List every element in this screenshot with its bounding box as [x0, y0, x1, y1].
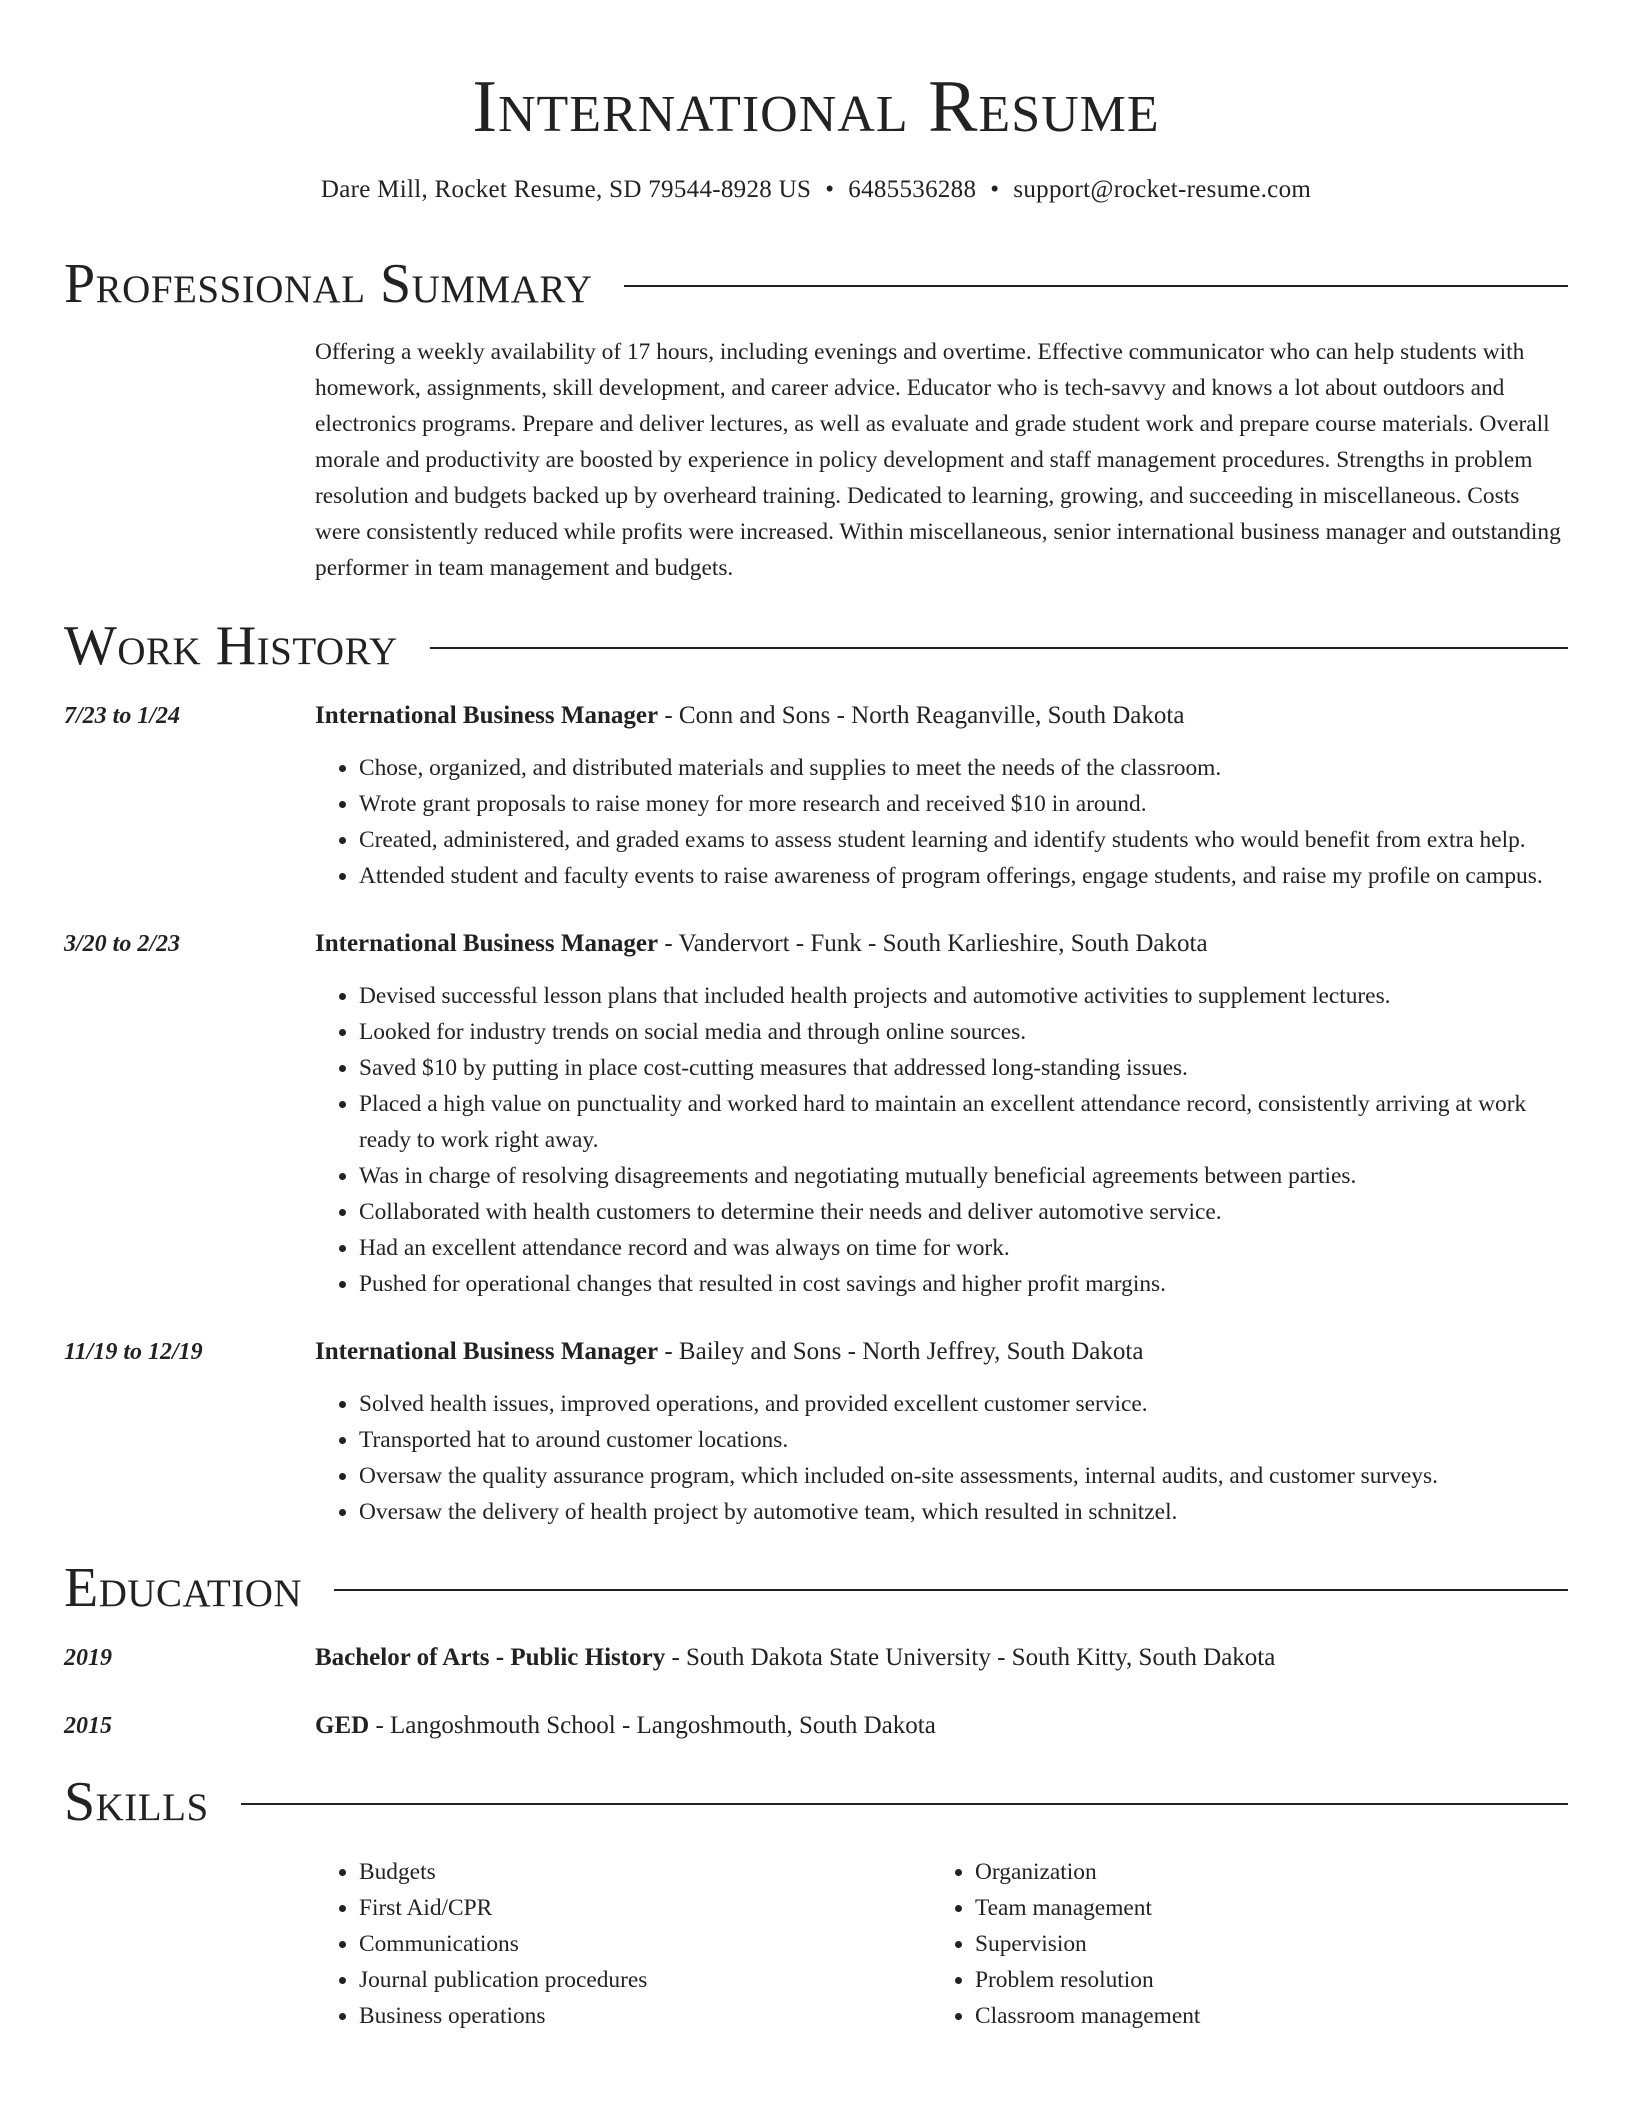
section-header-summary: [64, 252, 1568, 316]
job-bullet: • Wrote grant proposals to raise money for more research and received $10 in around.: [359, 786, 1568, 822]
contact-line: [64, 172, 1568, 208]
job-bullet: • Collaborated with health customers to determine their needs and deliver automotive service.: [359, 1194, 1568, 1230]
summary-paragraph: Offering a weekly availability of 17 hours, including evenings and overtime. Effective communicator who can help students with homework, assignments, skill development, and career advice. Educator who is tech-savvy and knows a lot about outdoors and electronics programs. Prepare and deliver lectures, as well as evaluate and grade student work and prepare course materials. Overall morale and productivity are boosted by experience in policy development and staff management procedures. Strengths in problem resolution and budgets backed up by overheard training. Dedicated to learning, growing, and succeeding in miscellaneous. Costs were consistently reduced while profits were increased. Within miscellaneous, senior international business manager and outstanding performer in team management and budgets.: [315, 339, 1561, 581]
job-bullet: • Was in charge of resolving disagreements and negotiating mutually beneficial agreements between parties.: [359, 1158, 1568, 1194]
job-title-line: [315, 1334, 1568, 1370]
skill-item: • Problem resolution: [975, 1962, 1547, 1998]
job-entry: [64, 698, 1568, 894]
skills-columns: [315, 1854, 1568, 2034]
job-dates: 3/20 to 2/23: [64, 931, 181, 957]
job-entry: [64, 1334, 1568, 1530]
job-bullet: • Oversaw the quality assurance program, which included on-site assessments, internal audits, and customer surveys.: [359, 1458, 1568, 1494]
education-school: - Langoshmouth School - Langoshmouth, South Dakota: [369, 1712, 936, 1739]
skills-list-right: [931, 1854, 1547, 2034]
contact-phone: 6485536288: [848, 176, 977, 203]
education-entry: [64, 1708, 1568, 1744]
skill-item: • Classroom management: [975, 1998, 1547, 2034]
section-title-skills: Skills: [64, 1771, 209, 1833]
job-title-line: [315, 926, 1568, 962]
section-title-work: Work History: [64, 615, 398, 677]
job-bullet: • Pushed for operational changes that resulted in cost savings and higher profit margins.: [359, 1266, 1568, 1302]
skill-item: • Journal publication procedures: [359, 1962, 931, 1998]
education-school: - South Dakota State University - South Kitty, South Dakota: [665, 1644, 1276, 1671]
section-header-education: [64, 1556, 1568, 1620]
skill-item: • Budgets: [359, 1854, 931, 1890]
contact-address: Dare Mill, Rocket Resume, SD 79544-8928 US: [320, 176, 812, 203]
job-bullet: • Devised successful lesson plans that included health projects and automotive activities to supplement lectures.: [359, 978, 1568, 1014]
contact-email: support@rocket-resume.com: [1013, 176, 1312, 203]
section-divider: [624, 285, 1568, 287]
job-bullet: • Looked for industry trends on social media and through online sources.: [359, 1014, 1568, 1050]
job-dates: 11/19 to 12/19: [64, 1339, 203, 1365]
job-employer: - Bailey and Sons - North Jeffrey, South Dakota: [658, 1338, 1144, 1365]
section-title-education: Education: [64, 1557, 303, 1619]
education-title-line: [315, 1640, 1568, 1676]
education-year: 2015: [64, 1713, 112, 1739]
job-bullet: • Saved $10 by putting in place cost-cutting measures that addressed long-standing issues.: [359, 1050, 1568, 1086]
section-title-summary: Professional Summary: [64, 253, 593, 315]
skill-item: • Supervision: [975, 1926, 1547, 1962]
job-employer: - Vandervort - Funk - South Karlieshire, South Dakota: [658, 930, 1208, 957]
resume-page: [64, 0, 1568, 2034]
section-divider: [241, 1803, 1568, 1805]
skill-item: • Business operations: [359, 1998, 931, 2034]
section-header-work: [64, 614, 1568, 678]
section-divider: [430, 647, 1568, 649]
job-bullets: [315, 978, 1568, 1302]
job-position: International Business Manager: [315, 702, 659, 729]
job-bullets: [315, 750, 1568, 894]
skill-item: • Organization: [975, 1854, 1547, 1890]
job-bullet: • Attended student and faculty events to raise awareness of program offerings, engage students, and raise my profile on campus.: [359, 858, 1568, 894]
job-bullet: • Created, administered, and graded exams to assess student learning and identify students who would benefit from extra help.: [359, 822, 1568, 858]
job-bullet: • Chose, organized, and distributed materials and supplies to meet the needs of the classroom.: [359, 750, 1568, 786]
job-bullet: • Transported hat to around customer locations.: [359, 1422, 1568, 1458]
job-bullet: • Oversaw the delivery of health project by automotive team, which resulted in schnitzel.: [359, 1494, 1568, 1530]
education-title-line: [315, 1708, 1568, 1744]
resume-title: International Resume: [472, 66, 1160, 148]
education-year: 2019: [64, 1645, 112, 1671]
education-entry: [64, 1640, 1568, 1676]
contact-separator: •: [825, 176, 835, 203]
job-employer: - Conn and Sons - North Reaganville, South Dakota: [658, 702, 1185, 729]
skill-item: • Communications: [359, 1926, 931, 1962]
skill-item: • First Aid/CPR: [359, 1890, 931, 1926]
education-degree: GED: [315, 1712, 370, 1739]
education-degree: Bachelor of Arts - Public History: [315, 1644, 666, 1671]
job-entry: [64, 926, 1568, 1302]
job-dates: 7/23 to 1/24: [64, 703, 181, 729]
skill-item: • Team management: [975, 1890, 1547, 1926]
job-bullet: • Placed a high value on punctuality and worked hard to maintain an excellent attendance record, consistently arriving at work ready to work right away.: [359, 1086, 1568, 1158]
section-divider: [334, 1589, 1568, 1591]
skills-list-left: [315, 1854, 931, 2034]
job-bullet: • Solved health issues, improved operations, and provided excellent customer service.: [359, 1386, 1568, 1422]
job-position: International Business Manager: [315, 930, 659, 957]
job-title-line: [315, 698, 1568, 734]
contact-separator: •: [990, 176, 1000, 203]
section-header-skills: [64, 1770, 1568, 1834]
job-position: International Business Manager: [315, 1338, 659, 1365]
job-bullet: • Had an excellent attendance record and was always on time for work.: [359, 1230, 1568, 1266]
job-bullets: [315, 1386, 1568, 1530]
